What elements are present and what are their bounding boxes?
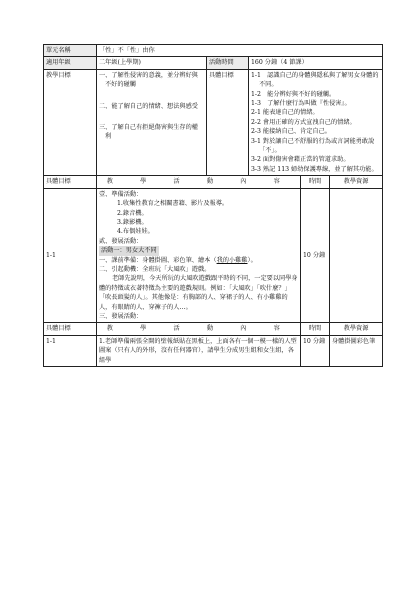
specific-objective: 2-2 會用正確的方式宣洩自己的情緒。 <box>251 118 356 126</box>
activity-name: 活動一：男女大不同 <box>101 247 157 255</box>
specific-objectives-label: 具體目標 <box>207 69 249 175</box>
objectives-label: 教學目標 <box>44 69 97 175</box>
specific-objective: 1-2 能分辨好與不好的碰觸。 <box>251 90 336 98</box>
prep-item: 1.收集性教育之相關書籍、影片及報導。 <box>117 200 229 208</box>
step-2-description: 老師先說明，今天所玩的大風吹遊戲跟平時的不同，一定要以同學身體的特徵或衣著特徵為主要的遊戲規則。例如：「大風吹」「吹什麼？」「吹長頭髮的人」。其他像是：有胸部的人、穿裙子的人、有小雞雞的人，有眼睛的人、穿褲子的人…。 <box>99 275 298 311</box>
header-goal: 具體目標 <box>44 176 97 188</box>
prep-title: 壹、準備活動： <box>99 190 143 198</box>
book-title: 我的小雞雞 <box>216 256 248 264</box>
specific-objective: 3-3 熟記 113 婦幼保護專線，並了解其功能。 <box>251 165 378 173</box>
header2-time: 時間 <box>301 323 330 335</box>
row1-goal: 1-1 <box>44 188 97 323</box>
prep-item: 2.錄音機。 <box>117 209 148 217</box>
step-3: 三、發展活動： <box>99 312 143 320</box>
lesson-plan <box>43 44 382 367</box>
row2-time: 10 分鐘 <box>301 335 330 366</box>
lesson-plan-table <box>43 44 383 367</box>
row1-resource <box>330 188 383 323</box>
row1-content <box>97 188 301 323</box>
specific-objectives <box>249 69 383 175</box>
row2-goal: 1-1 <box>44 335 97 366</box>
grade-value: 二年級(上學期) <box>97 57 207 69</box>
row2-resource: 身體掛圖彩色筆 <box>330 335 383 366</box>
header2-resource: 教學資源 <box>330 323 383 335</box>
prep-item: 3.錄影機。 <box>117 218 148 226</box>
specific-objective: 3-1 對於讓自己不舒服的行為或言詞能勇敢說「不」。 <box>251 137 375 155</box>
specific-objective: 1-3 了解什麼行為叫做『性侵害』。 <box>251 100 351 108</box>
row2-content: 1.老師準備兩張全開的壁報紙貼在黑板上，上面各有一個一模一樣的人型圖案（只有人的外形，沒有任何器官），請學生分成男生組和女生組，各組學 <box>97 335 301 366</box>
specific-objective: 3-2 面對傷害會藉正當的管道求助。 <box>251 156 350 164</box>
general-objective: 一、了解性侵害的意義，並分辨好與不好的碰觸 <box>99 71 198 89</box>
time-value: 160 分鐘（4 節課） <box>249 57 383 69</box>
prep-item: 4.布偶娃娃。 <box>117 228 154 236</box>
specific-objective: 1-1 認識自己的身體與隱私與了解男女身體的不同。 <box>251 71 379 89</box>
row1-time: 10 分鐘 <box>301 188 330 323</box>
unit-name: 「性」不「性」由你 <box>97 45 383 57</box>
step-1: 一、課前準備：身體掛圖、彩色筆、繪本（我的小雞雞）。 <box>99 256 257 264</box>
dev-title: 貳、發展活動： <box>99 237 143 245</box>
step-2: 二、引起動機：全班玩「大風吹」遊戲。 <box>99 265 211 273</box>
header-time: 時間 <box>301 176 330 188</box>
header2-goal: 具體目標 <box>44 323 97 335</box>
grade-label: 適用年級 <box>44 57 97 69</box>
general-objective: 二、能了解自己的情緒、想法與感受 <box>99 102 198 110</box>
time-label: 活動時間 <box>207 57 249 69</box>
header2-content: 教 學 活 動 內 容 <box>97 323 301 335</box>
specific-objective: 2-3 能接納自己、肯定自己。 <box>251 128 331 136</box>
unit-label: 單元名稱 <box>44 45 97 57</box>
general-objectives <box>97 69 207 175</box>
header-content: 教 學 活 動 內 容 <box>97 176 301 188</box>
specific-objective: 2-1 能表達自己的情緒。 <box>251 109 319 117</box>
header-resource: 教學資源 <box>330 176 383 188</box>
general-objective: 三、了解自己有拒絕傷害與生存的權利 <box>99 124 198 141</box>
